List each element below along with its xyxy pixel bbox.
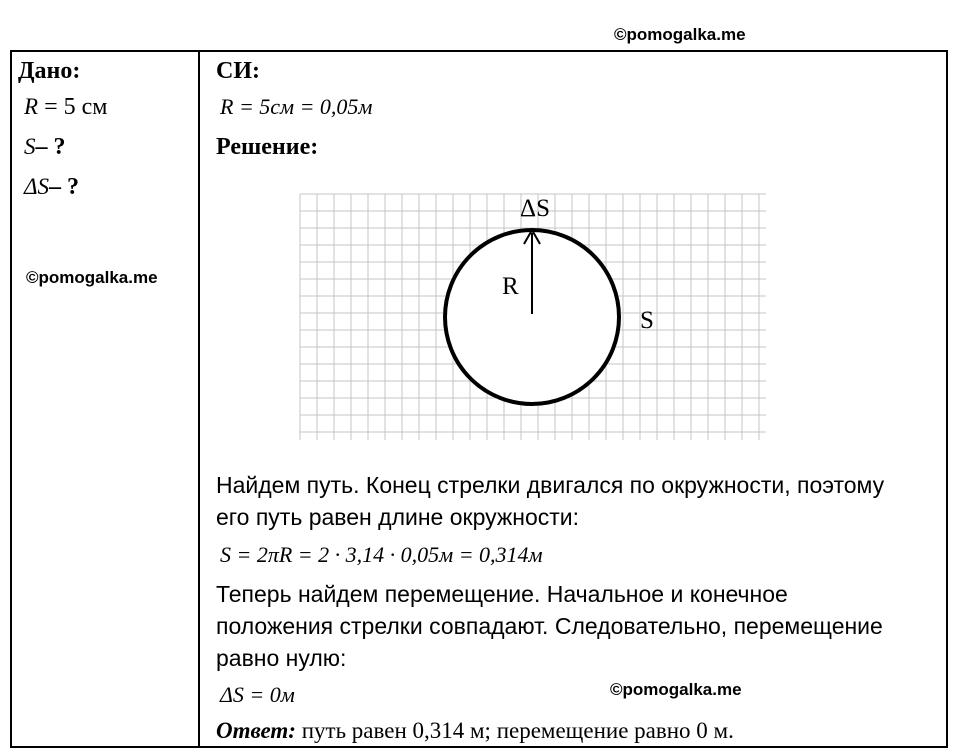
radius-symbol: R — [24, 94, 39, 119]
answer-text: путь равен 0,314 м; перемещение равно 0 м. — [295, 718, 734, 743]
watermark-bottom: ©pomogalka.me — [610, 680, 742, 699]
solution-heading: Решение: — [216, 134, 319, 160]
si-conversion: R = 5см = 0,05м — [220, 94, 373, 119]
path-text-line-2: его путь равен длине окружности: — [216, 504, 580, 530]
watermark-left: ©pomogalka.me — [26, 268, 158, 287]
radius-value: = 5 см — [38, 94, 108, 120]
path-formula: S = 2πR = 2 · 3,14 · 0,05м = 0,314м — [220, 542, 543, 567]
displacement-symbol: ΔS — [24, 174, 49, 199]
given-displacement-unknown — [24, 174, 79, 201]
given-heading: Дано: — [18, 58, 81, 84]
given-radius — [24, 94, 107, 121]
label-displacement: ΔS — [520, 195, 550, 222]
label-radius: R — [502, 273, 519, 300]
solution-table — [10, 50, 948, 748]
path-text-line-1: Найдем путь. Конец стрелки двигался по окружности, поэтому — [216, 472, 885, 498]
watermark-top: ©pomogalka.me — [614, 25, 746, 44]
label-path: S — [640, 307, 654, 334]
displacement-text-line-3: равно нулю: — [216, 645, 347, 671]
displacement-text-line-2: положения стрелки совпадают. Следовательно, перемещение — [216, 613, 883, 639]
displacement-text-line-1: Теперь найдем перемещение. Начальное и конечное — [216, 581, 788, 607]
displacement-question: – ? — [49, 174, 79, 200]
solution-column — [200, 52, 946, 746]
circle-diagram — [296, 188, 776, 448]
displacement-formula: ΔS = 0м — [220, 682, 295, 707]
answer-label: Ответ: — [216, 718, 296, 743]
given-column — [12, 52, 198, 746]
answer-line — [216, 718, 734, 744]
si-heading: СИ: — [216, 58, 260, 84]
path-question: – ? — [35, 134, 66, 160]
path-symbol: S — [24, 134, 36, 159]
given-path-unknown — [24, 134, 66, 161]
